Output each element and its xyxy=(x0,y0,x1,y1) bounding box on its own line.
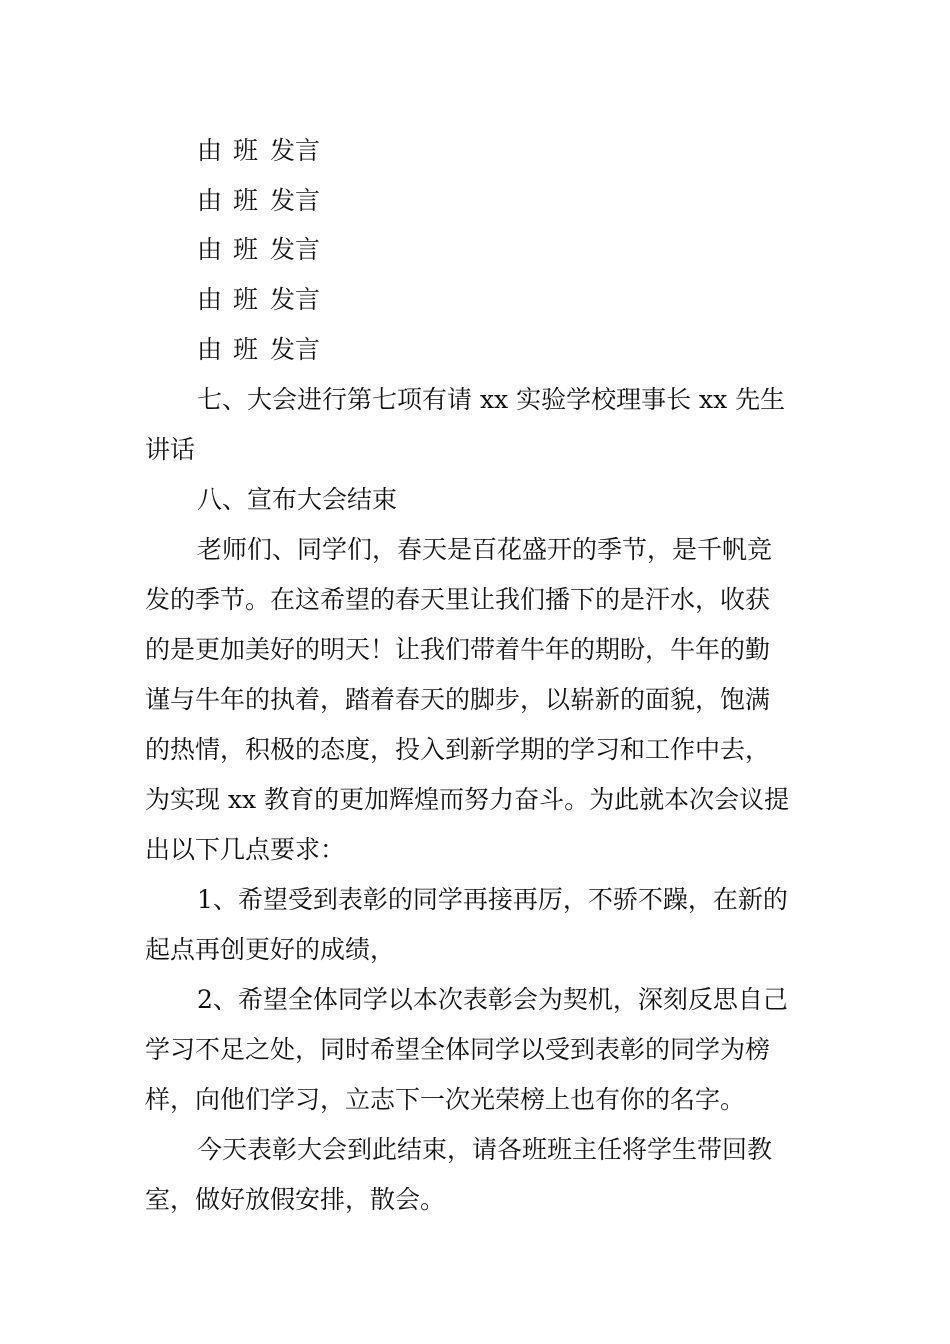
requirement-2-cont: 学习不足之处，同时希望全体同学以受到表彰的同学为榜 xyxy=(145,1035,771,1064)
speaker-line xyxy=(0,330,950,370)
requirement-1-cont: 起点再创更好的成绩， xyxy=(145,935,396,964)
speaker-class: 班 xyxy=(233,235,259,264)
speaker-line xyxy=(0,131,950,171)
speaker-prefix: 由 xyxy=(197,235,223,264)
speaker-class: 班 xyxy=(233,136,259,165)
agenda-item-7-cont: 讲话 xyxy=(145,435,196,464)
speaker-action: 发言 xyxy=(270,186,321,215)
requirement-2-cont: 样，向他们学习，立志下一次光荣榜上也有你的名字。 xyxy=(145,1085,746,1114)
speaker-prefix: 由 xyxy=(197,136,223,165)
paragraph-line: 的热情，积极的态度，投入到新学期的学习和工作中去， xyxy=(145,735,771,764)
speaker-action: 发言 xyxy=(270,235,321,264)
speaker-prefix: 由 xyxy=(197,186,223,215)
speaker-class: 班 xyxy=(233,186,259,215)
speaker-line xyxy=(0,230,950,270)
speaker-prefix: 由 xyxy=(197,335,223,364)
paragraph-line: 老师们、同学们，春天是百花盛开的季节，是千帆竞 xyxy=(197,535,773,564)
paragraph-line: 发的季节。在这希望的春天里让我们播下的是汗水，收获 xyxy=(145,585,771,614)
speaker-prefix: 由 xyxy=(197,285,223,314)
requirement-1: 1、希望受到表彰的同学再接再厉，不骄不躁，在新的 xyxy=(197,885,788,914)
speaker-action: 发言 xyxy=(270,285,321,314)
speaker-class: 班 xyxy=(233,285,259,314)
paragraph-line: 的是更加美好的明天！让我们带着牛年的期盼，牛年的勤 xyxy=(145,635,771,664)
paragraph-line: 为实现 xx 教育的更加辉煌而努力奋斗。为此就本次会议提 xyxy=(145,785,790,814)
agenda-item-8: 八、宣布大会结束 xyxy=(197,485,398,514)
speaker-action: 发言 xyxy=(270,136,321,165)
requirement-2: 2、希望全体同学以本次表彰会为契机，深刻反思自己 xyxy=(197,985,788,1014)
paragraph-line: 出以下几点要求： xyxy=(145,835,346,864)
speaker-line xyxy=(0,181,950,221)
paragraph-line: 谨与牛年的执着，踏着春天的脚步，以崭新的面貌，饱满 xyxy=(145,685,771,714)
speaker-action: 发言 xyxy=(270,335,321,364)
closing-line: 今天表彰大会到此结束，请各班班主任将学生带回教 xyxy=(197,1135,773,1164)
closing-line: 室，做好放假安排，散会。 xyxy=(145,1185,446,1214)
agenda-item-7: 七、大会进行第七项有请 xx 实验学校理事长 xx 先生 xyxy=(197,385,786,414)
speaker-line xyxy=(0,280,950,320)
speaker-class: 班 xyxy=(233,335,259,364)
